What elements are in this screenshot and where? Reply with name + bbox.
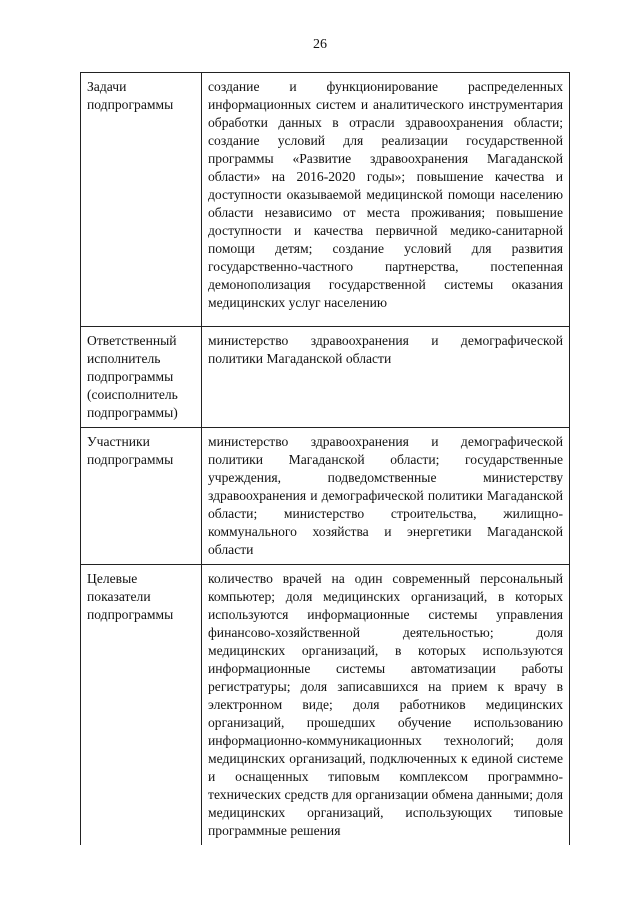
table-row (81, 327, 570, 428)
row-label-participants: Участники подпрограммы (81, 428, 202, 565)
table-row (81, 428, 570, 565)
row-text-responsible-executor: министерство здравоохранения и демографической политики Магаданской области (202, 327, 570, 428)
page-number: 26 (313, 37, 327, 52)
row-text-participants: министерство здравоохранения и демографической политики Магаданской области; государственные учреждения, подведомственные министерству здравоохранения и демографической политики Магаданской области; министерство строительства, жилищно-коммунального хозяйства и энергетики Магаданской области (202, 428, 570, 565)
subprogram-passport-table (80, 72, 570, 845)
row-text-tasks: создание и функционирование распределенных информационных систем и аналитического инструментария обработки данных в отрасли здравоохранения области; создание условий для реализации государственной программы «Развитие здравоохранения Магаданской области» на 2016-2020 годы»; повышение качества и доступности оказываемой медицинской помощи населению области независимо от места проживания; повышение доступности и качества первичной медико-санитарной помощи детям; создание условий для развития государственно-частного партнерства, постепенная демонополизация государственной системы оказания медицинских услуг населению (202, 73, 570, 327)
row-text-target-indicators: количество врачей на один современный персональный компьютер; доля медицинских организаций, в которых используются информационные системы управления финансово-хозяйственной деятельностью; доля медицинских организаций, в которых используются информационные системы автоматизации работы регистратуры; доля записавшихся на прием к врачу в электронном виде; доля работников медицинских организаций, прошедших обучение использованию информационно-коммуникационных технологий; доля медицинских организаций, подключенных к единой системе и оснащенных типовым комплексом программно-технических средств для организации обмена данными; доля медицинских организаций, использующих типовые программные решения (202, 565, 570, 846)
row-label-responsible-executor: Ответственный исполнитель подпрограммы (соисполнитель подпрограммы) (81, 327, 202, 428)
row-label-target-indicators: Целевые показатели подпрограммы (81, 565, 202, 846)
table-row (81, 73, 570, 327)
row-label-tasks: Задачи подпрограммы (81, 73, 202, 327)
table-row (81, 565, 570, 846)
